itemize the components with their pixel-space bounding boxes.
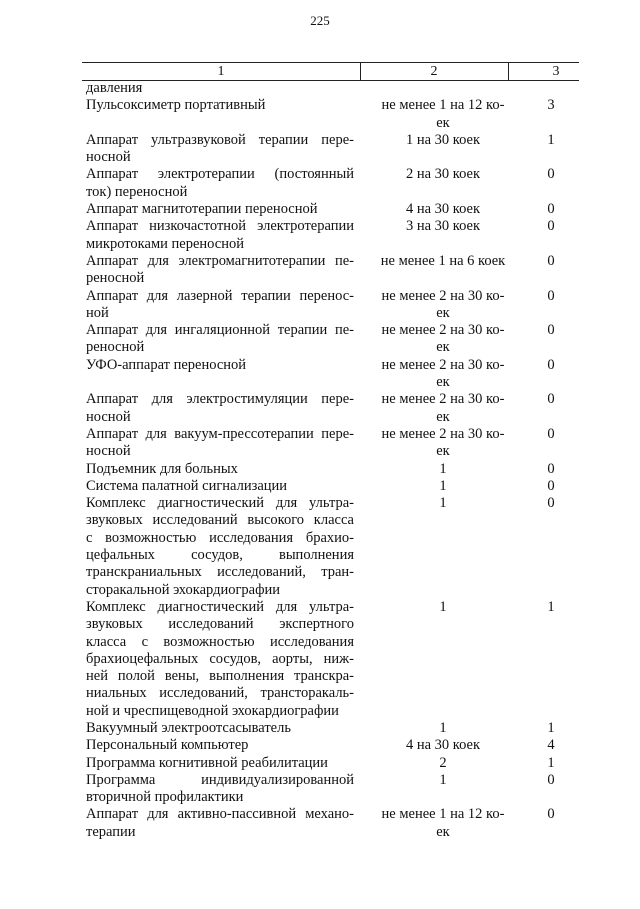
equipment-count-cell [518,357,558,374]
table-row [86,391,586,426]
equipment-count-cell [518,391,558,408]
equipment-name [86,478,354,495]
equipment-count: 1 [547,754,555,771]
equipment-name [86,720,354,737]
equipment-name-line: cторакальной эхокардиографии [86,581,281,598]
equipment-name [86,253,354,288]
header-col-1: 1 [217,64,225,79]
equipment-quantity-line: не менее 2 на 30 ко- [381,425,505,442]
header-col-2: 2 [430,64,438,79]
equipment-quantity-line: не менее 1 на 6 коек [380,252,506,269]
equipment-name [86,599,354,720]
equipment-name-line: звуковых исследований экспертного [86,616,354,633]
equipment-count: 1 [547,598,555,615]
equipment-count-cell [518,806,558,823]
equipment-count: 0 [547,218,555,235]
equipment-name-line: транскраниальных исследований, тран- [86,564,354,581]
equipment-name-line: ной и чреспищеводной эхокардиографии [86,702,339,719]
table-header [82,62,579,81]
equipment-name-line: носной [86,408,131,425]
equipment-quantity-line: не менее 1 на 12 ко- [381,97,505,114]
equipment-quantity-line: не менее 2 на 30 ко- [381,287,505,304]
table-row [86,132,586,167]
equipment-name-line: брахиоцефальных сосудов, аорты, ниж- [86,650,354,667]
equipment-count-cell [518,461,558,478]
equipment-count: 4 [547,737,555,754]
equipment-name [86,391,354,426]
equipment-name [86,357,354,374]
table-row [86,599,586,720]
table-row [86,357,586,392]
equipment-quantity [368,218,518,235]
equipment-quantity-line: 1 [439,477,447,494]
equipment-count: 0 [547,322,555,339]
equipment-table [86,80,586,841]
equipment-count: 0 [547,391,555,408]
equipment-count-cell [518,322,558,339]
table-row [86,806,586,841]
equipment-name-line: реносной [86,270,145,287]
equipment-quantity-line: ек [436,374,450,391]
equipment-count: 0 [547,356,555,373]
equipment-name [86,80,354,97]
equipment-count-cell [518,97,558,114]
equipment-count: 0 [547,425,555,442]
equipment-quantity-line: ек [436,443,450,460]
equipment-count: 0 [547,201,555,218]
equipment-name-line: реносной [86,339,145,356]
equipment-name [86,495,354,599]
equipment-count-cell [518,772,558,789]
equipment-quantity-line: 1 на 30 коек [405,131,481,148]
equipment-quantity [368,772,518,789]
table-row [86,97,586,132]
table-row [86,80,586,97]
equipment-quantity [368,322,518,357]
equipment-name-line: Аппарат для электромагнитотерапии пе- [86,252,354,269]
equipment-quantity-line: 2 на 30 коек [405,166,481,183]
equipment-name [86,201,354,218]
table-row [86,495,586,599]
equipment-quantity-line: ек [436,114,450,131]
table-row [86,322,586,357]
equipment-quantity-line: ек [436,823,450,840]
equipment-quantity-line: не менее 2 на 30 ко- [381,391,505,408]
equipment-quantity-line: ек [436,304,450,321]
table-row [86,737,586,754]
equipment-quantity-line: не менее 1 на 12 ко- [381,806,505,823]
equipment-count: 1 [547,719,555,736]
equipment-name-line: Аппарат для электростимуляции пере- [86,391,354,408]
equipment-quantity [368,253,518,270]
equipment-name-line: Система палатной сигнализации [86,477,288,494]
table-row [86,461,586,478]
equipment-name-line: с возможностью исследования брахио- [86,529,354,546]
equipment-count: 0 [547,495,555,512]
equipment-name-line: Подъемник для больных [86,460,238,477]
page-number: 225 [310,13,330,28]
equipment-count-cell [518,253,558,270]
equipment-quantity-line: не менее 2 на 30 ко- [381,322,505,339]
equipment-name-line: Аппарат для активно-пассивной механо- [86,806,354,823]
equipment-name-line: Вакуумный электроотсасыватель [86,719,291,736]
equipment-quantity [368,599,518,616]
equipment-quantity [368,357,518,392]
equipment-name-line: цефальных сосудов, выполнения [86,547,354,564]
equipment-quantity-line: 1 [439,460,447,477]
equipment-name-line: Аппарат для ингаляционной терапии пе- [86,322,354,339]
equipment-count: 0 [547,287,555,304]
equipment-count-cell [518,720,558,737]
equipment-name-line: ток) переносной [86,183,188,200]
table-row [86,478,586,495]
equipment-quantity-line: ек [436,339,450,356]
equipment-name-line: ниальных исследований, трансторакаль- [86,685,354,702]
table-row [86,218,586,253]
equipment-quantity [368,97,518,132]
equipment-count: 0 [547,477,555,494]
table-row [86,288,586,323]
equipment-quantity-line: 1 [439,771,447,788]
equipment-quantity-line: 2 [439,754,447,771]
equipment-name [86,322,354,357]
equipment-name-line: Программа индивидуализированной [86,771,354,788]
equipment-name-line: Комплекс диагностический для ультра- [86,495,354,512]
equipment-quantity [368,426,518,461]
table-row [86,426,586,461]
equipment-name [86,755,354,772]
equipment-name-line: носной [86,443,131,460]
equipment-count-cell [518,599,558,616]
equipment-name-line: Комплекс диагностический для ультра- [86,598,354,615]
equipment-count: 0 [547,771,555,788]
equipment-count-cell [518,80,558,97]
equipment-quantity-line: 1 [439,719,447,736]
equipment-quantity-line: ек [436,408,450,425]
equipment-name-line: Аппарат низкочастотной электротерапии [86,218,354,235]
equipment-name [86,166,354,201]
equipment-quantity-line: не менее 2 на 30 ко- [381,356,505,373]
equipment-name [86,97,354,114]
equipment-count-cell [518,478,558,495]
equipment-quantity [368,495,518,512]
equipment-name-line: Программа когнитивной реабилитации [86,754,328,771]
equipment-quantity-line: 3 на 30 коек [405,218,481,235]
equipment-quantity-line: 4 на 30 коек [405,201,481,218]
equipment-quantity [368,478,518,495]
equipment-name-line: класса с возможностью исследования [86,633,354,650]
equipment-count: 0 [547,460,555,477]
equipment-name-line: терапии [86,823,136,840]
equipment-name [86,737,354,754]
equipment-name-line: Аппарат для лазерной терапии перенос- [86,287,354,304]
equipment-name-line: давления [86,80,143,96]
equipment-count: 0 [547,166,555,183]
equipment-name [86,132,354,167]
equipment-name-line: УФО-аппарат переносной [86,356,247,373]
table-row [86,201,586,218]
table-row [86,253,586,288]
equipment-quantity [368,720,518,737]
table-row [86,755,586,772]
equipment-quantity [368,201,518,218]
equipment-name [86,426,354,461]
equipment-name [86,288,354,323]
equipment-name-line: ной [86,304,109,321]
equipment-name-line: звуковых исследований высокого класса [86,512,354,529]
equipment-quantity [368,806,518,841]
equipment-name [86,218,354,253]
equipment-quantity-line: 4 на 30 коек [405,737,481,754]
equipment-name-line: микротоками переносной [86,235,244,252]
equipment-name [86,461,354,478]
equipment-name-line: Аппарат магнитотерапии переносной [86,201,318,218]
equipment-name-line: Аппарат ультразвуковой терапии пере- [86,131,354,148]
equipment-quantity [368,166,518,183]
equipment-quantity-line: 1 [439,495,447,512]
equipment-count-cell [518,288,558,305]
equipment-count-cell [518,426,558,443]
equipment-name-line: Пульсоксиметр портативный [86,97,266,114]
equipment-quantity [368,288,518,323]
equipment-count-cell [518,132,558,149]
equipment-quantity [368,755,518,772]
equipment-name-line: носной [86,149,131,166]
equipment-count: 0 [547,806,555,823]
equipment-quantity-line: 1 [439,598,447,615]
equipment-count-cell [518,218,558,235]
equipment-name [86,806,354,841]
equipment-count-cell [518,737,558,754]
equipment-name-line: ней полой вены, выполнения транскра- [86,668,354,685]
table-row [86,720,586,737]
equipment-quantity [368,461,518,478]
equipment-quantity [368,132,518,149]
equipment-count-cell [518,201,558,218]
table-row [86,166,586,201]
equipment-name-line: Аппарат для вакуум-прессотерапии пере- [86,425,354,442]
equipment-quantity [368,737,518,754]
equipment-count-cell [518,495,558,512]
equipment-count: 3 [547,97,555,114]
equipment-count-cell [518,755,558,772]
equipment-count: 1 [547,131,555,148]
header-col-3: 3 [552,64,560,79]
equipment-name-line: вторичной профилактики [86,789,244,806]
equipment-name-line: Аппарат электротерапии (постоянный [86,166,354,183]
equipment-quantity [368,391,518,426]
equipment-count-cell [518,166,558,183]
equipment-name-line: Персональный компьютер [86,737,249,754]
equipment-name [86,772,354,807]
table-row [86,772,586,807]
equipment-count: 0 [547,252,555,269]
